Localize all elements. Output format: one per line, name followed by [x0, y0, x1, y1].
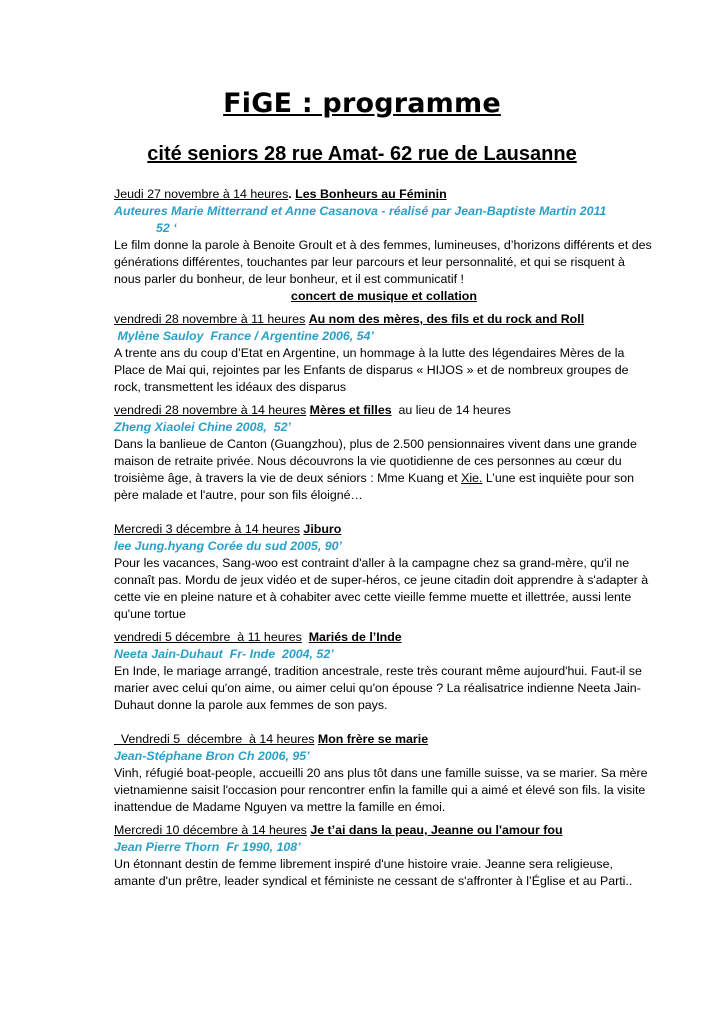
entry-heading — [114, 629, 654, 646]
entry-heading — [114, 311, 654, 328]
entry-heading — [114, 822, 654, 839]
film-description: Un étonnant destin de femme librement inspiré d'une histoire vraie. Jeanne sera religieuse, amante d'un prêtre, leader syndical et féministe ne cessant de s'affronter à l’Église et au Parti.. — [114, 857, 633, 888]
entry-extra: au lieu de 14 heures — [391, 403, 511, 417]
event-note: concert de musique et collation — [291, 289, 477, 303]
film-title: Mères et filles — [309, 403, 392, 417]
film-title: Mon frère se marie — [317, 732, 429, 746]
film-description: En Inde, le mariage arrangé, tradition ancestrale, reste très courant même aujourd'hui. Faut-il se marier avec celui qu'on aime, ou aimer celui qu'on épouse ? La réalisatrice indienne Neeta Jain-Duhaut donne la parole aux femmes de son pays. — [114, 664, 642, 712]
film-credit: Auteures Marie Mitterrand et Anne Casanova - réalisé par Jean-Baptiste Martin 2011 — [114, 204, 607, 218]
entry-date: Mercredi 10 décembre à 14 heures — [114, 823, 307, 837]
film-title: Les Bonheurs au Féminin — [295, 187, 447, 201]
film-title: Je t’ai dans la peau, Jeanne ou l'amour fou — [310, 823, 563, 837]
entry-heading — [114, 521, 654, 538]
page-title: FiGE : programme — [223, 88, 501, 119]
film-description: Pour les vacances, Sang-woo est contraint d'aller à la campagne chez sa grand-mère, qu'il ne connaît pas. Mordu de jeux vidéo et de super-héros, ce jeune citadin doit apprendre à s'adapter à cette vie en pleine nature et à cohabiter avec cette vieille femme muette et illettrée, aussi lente qu'une tortue — [114, 556, 649, 621]
film-description: Le film donne la parole à Benoite Groult et à des femmes, lumineuses, d’horizons différents et des générations différentes, touchantes par leur parcours et leur personnalité, et qui se risquent à nous parler du bonheur, de leur bonheur, et il est communicatif ! — [114, 238, 652, 286]
film-title: Mariés de l’Inde — [308, 630, 402, 644]
entry-separator: . — [288, 187, 296, 201]
film-description: Vinh, réfugié boat-people, accueilli 20 ans plus tôt dans une famille suisse, va se marier. Sa mère vietnamienne saisit l'occasion pour rencontrer enfin la famille qui a aimé et élevé son fils. la visite inattendue de Madame Nguyen va mettre la famille en émoi. — [114, 766, 648, 814]
entry-date: vendredi 5 décembre à 11 heures — [114, 630, 302, 644]
film-credit: Jean Pierre Thorn Fr 1990, 108’ — [114, 840, 301, 854]
film-description: A trente ans du coup d’Etat en Argentine, un hommage à la lutte des légendaires Mères de la Place de Mai qui, rejointes par les Enfants de disparus « HIJOS » et de nombreux groupes de rock, transmettent les idéaux des disparus — [114, 346, 629, 394]
programme-entry — [114, 521, 654, 623]
film-credit: Mylène Sauloy France / Argentine 2006, 54’ — [114, 329, 374, 343]
programme-entry — [114, 402, 654, 504]
film-description — [114, 436, 654, 504]
film-credit: Zheng Xiaolei Chine 2008, 52’ — [114, 420, 291, 434]
entry-heading — [114, 402, 654, 419]
film-description-b: L’une est inquiète pour son père malade et l'autre, pour son fils éloigné… — [114, 471, 635, 502]
entry-date: Jeudi 27 novembre à 14 heures — [114, 187, 289, 201]
programme-list — [114, 186, 654, 890]
programme-entry — [114, 731, 654, 816]
film-credit: lee Jung.hyang Corée du sud 2005, 90’ — [114, 539, 342, 553]
film-credit-duration: 52 ‘ — [156, 221, 177, 235]
film-description-a: Dans la banlieue de Canton (Guangzhou), plus de 2.500 pensionnaires vivent dans une grande maison de retraite privée. Nous découvrons la vie quotidienne de ces personnes au cœur du troisième âge, à travers la vie de deux séniors : Mme Kuang et — [114, 437, 637, 485]
film-title: Jiburo — [303, 522, 342, 536]
programme-entry — [114, 311, 654, 396]
film-title: Au nom des mères, des fils et du rock and Roll — [308, 312, 585, 326]
programme-entry — [114, 822, 654, 890]
entry-date: vendredi 28 novembre à 11 heures — [114, 312, 306, 326]
programme-entry — [114, 629, 654, 714]
entry-heading — [114, 186, 654, 203]
entry-date: Vendredi 5 décembre à 14 heures — [114, 732, 315, 746]
entry-heading — [114, 731, 654, 748]
film-credit: Neeta Jain-Duhaut Fr- Inde 2004, 52’ — [114, 647, 334, 661]
film-description-underlined: Xie. — [461, 471, 483, 485]
film-credit: Jean-Stéphane Bron Ch 2006, 95’ — [114, 749, 310, 763]
programme-entry — [114, 186, 654, 305]
venue-subtitle: cité seniors 28 rue Amat- 62 rue de Lausanne — [147, 143, 577, 165]
entry-date: vendredi 28 novembre à 14 heures — [114, 403, 307, 417]
entry-date: Mercredi 3 décembre à 14 heures — [114, 522, 300, 536]
